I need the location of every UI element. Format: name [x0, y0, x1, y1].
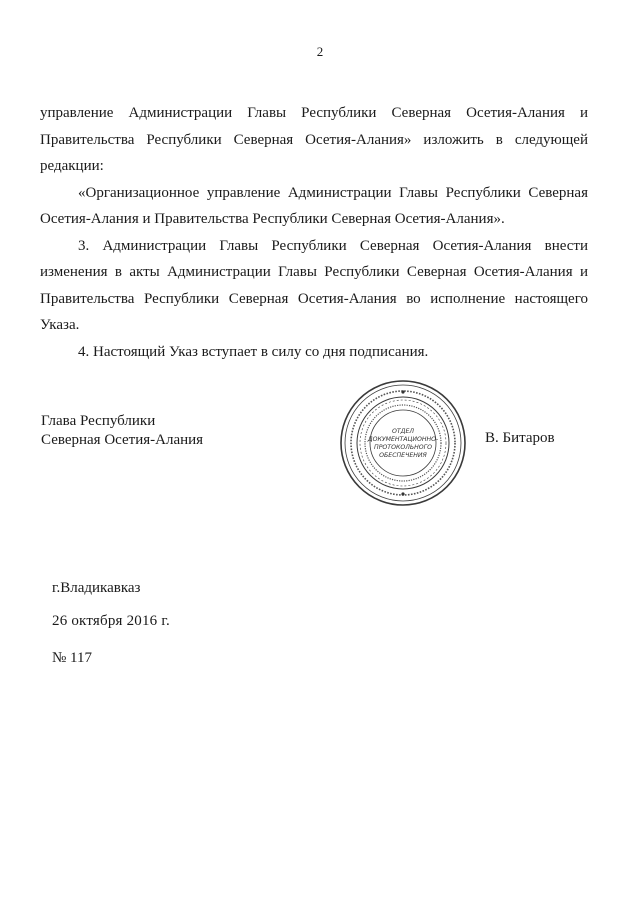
- seal-text-line3: ПРОТОКОЛЬНОГО: [374, 444, 432, 451]
- paragraph-item-3: 3. Администрации Главы Республики Северная Осетия-Алания внести изменения в акты Администрации Главы Республики Северная Осетия-Алания и Правительства Республики Северная Осетия-Алания во исполнение настоящего Указа.: [40, 237, 588, 333]
- signatory-title-line1: Глава Республики: [41, 413, 156, 429]
- document-date: 26 октября 2016 г.: [52, 613, 170, 629]
- paragraph-item-4: 4. Настоящий Указ вступает в силу со дня подписания.: [78, 343, 429, 360]
- signatory-name: В. Битаров: [485, 430, 555, 446]
- document-body: [40, 100, 588, 365]
- document-city: г.Владикавказ: [52, 580, 141, 596]
- signatory-title-line2: Северная Осетия-Алания: [41, 432, 204, 448]
- document-number: № 117: [52, 650, 93, 666]
- signatory-title: [41, 412, 203, 450]
- official-seal-icon: [338, 378, 468, 508]
- seal-text-line2: ДОКУМЕНТАЦИОННО-: [367, 436, 439, 443]
- seal-text-line1: ОТДЕЛ: [391, 428, 415, 435]
- paragraph-continuation: управление Администрации Главы Республики Северная Осетия-Алания и Правительства Республики Северная Осетия-Алания» изложить в следующей редакции:: [40, 105, 588, 174]
- paragraph-new-name: «Организационное управление Администрации Главы Республики Северная Осетия-Алания и Правительства Республики Северная Осетия-Алания».: [40, 184, 588, 227]
- page-number: 2: [316, 44, 324, 59]
- seal-text-line4: ОБЕСПЕЧЕНИЯ: [379, 452, 427, 459]
